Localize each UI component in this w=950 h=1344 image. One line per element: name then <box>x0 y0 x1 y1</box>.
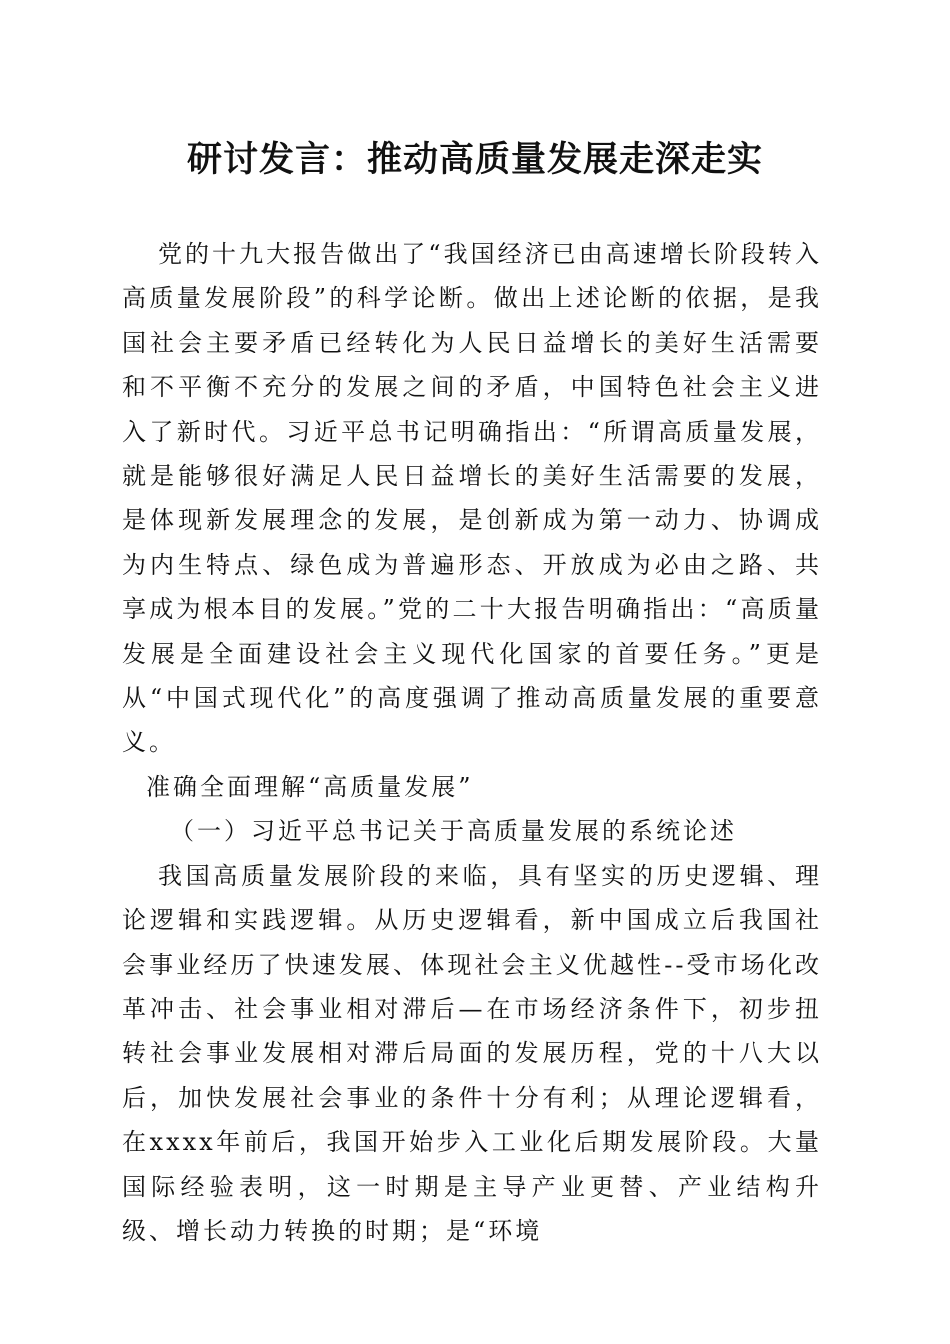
body-paragraph: 我国高质量发展阶段的来临，具有坚实的历史逻辑、理论逻辑和实践逻辑。从历史逻辑看，新中国成立后我国社会事业经历了快速发展、体现社会主义优越性--受市场化改革冲击、社会事业相对滞后—在市场经济条件下，初步扭转社会事业发展相对滞后局面的发展历程，党的十八大以后，加快发展社会事业的条件十分有利；从理论逻辑看，在xxxx年前后，我国开始步入工业化后期发展阶段。大量国际经验表明，这一时期是主导产业更替、产业结构升级、增长动力转换的时期；是“环境 <box>122 861 822 1245</box>
intro-paragraph: 党的十九大报告做出了“我国经济已由高速增长阶段转入高质量发展阶段”的科学论断。做出上述论断的依据，是我国社会主要矛盾已经转化为人民日益增长的美好生活需要和不平衡不充分的发展之间的矛盾，中国特色社会主义进入了新时代。习近平总书记明确指出：“所谓高质量发展，就是能够很好满足人民日益增长的美好生活需要的发展，是体现新发展理念的发展，是创新成为第一动力、协调成为内生特点、绿色成为普遍形态、开放成为必由之路、共享成为根本目的发展。”党的二十大报告明确指出：“高质量发展是全面建设社会主义现代化国家的首要任务。”更是从“中国式现代化”的高度强调了推动高质量发展的重要意义。 <box>122 240 822 757</box>
document-title: 研讨发言：推动高质量发展走深走实 <box>186 139 763 180</box>
subsection-heading: （一）习近平总书记关于高质量发展的系统论述 <box>170 817 737 846</box>
document-body <box>122 232 822 1253</box>
section-heading: 准确全面理解“高质量发展” <box>146 772 474 801</box>
